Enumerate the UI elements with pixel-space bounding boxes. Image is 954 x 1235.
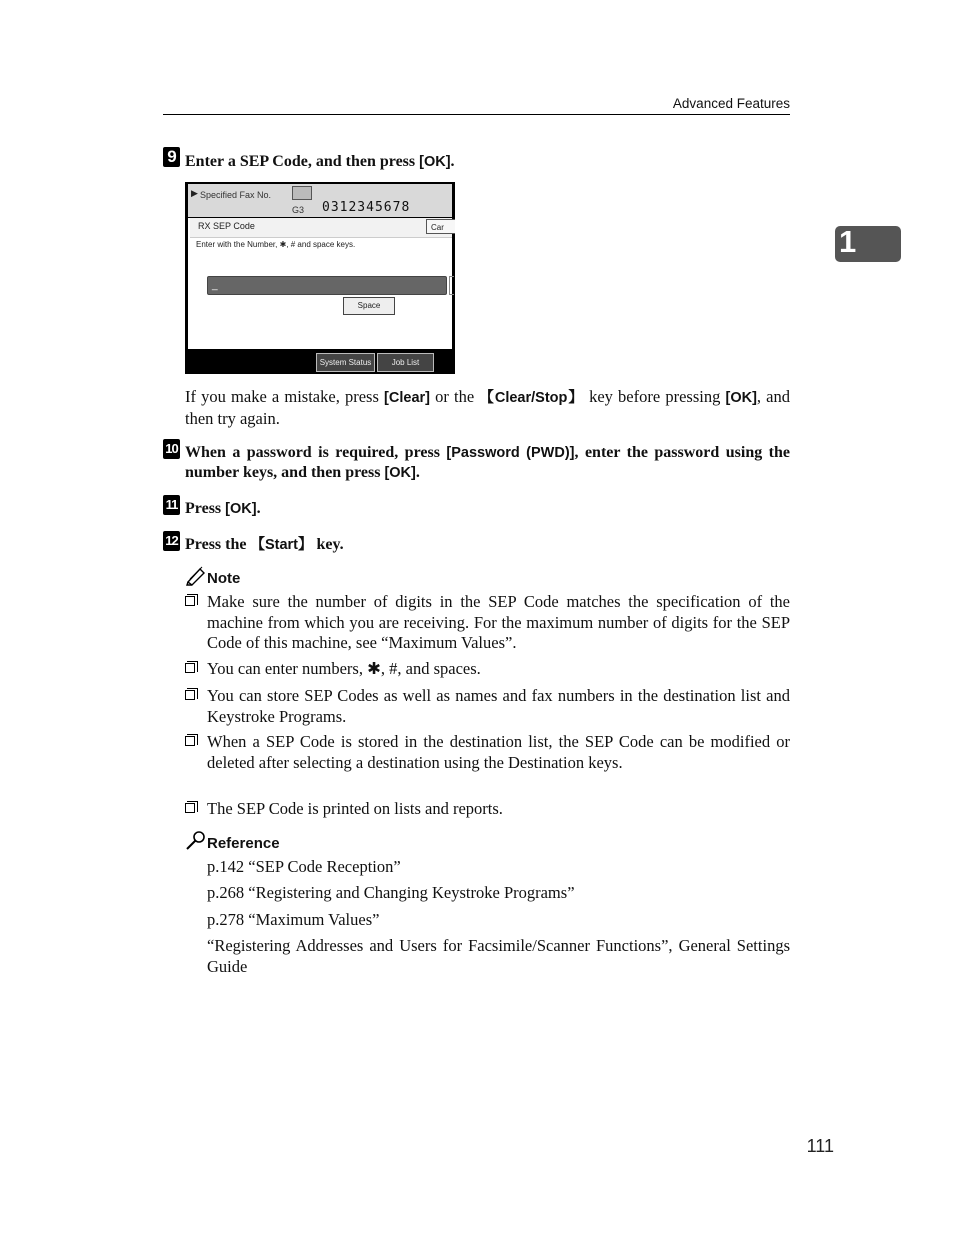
space-button[interactable]: Space	[343, 297, 395, 315]
sep-code-dialog	[188, 218, 452, 349]
sep-code-input[interactable]	[207, 276, 447, 295]
reference-heading: Reference	[207, 835, 280, 852]
page-number: 111	[806, 1136, 834, 1156]
system-status-button[interactable]: System Status	[316, 353, 375, 372]
checkbox-icon	[185, 690, 195, 700]
destination-label: Specified Fax No.	[200, 190, 272, 200]
fax-machine-icon	[292, 186, 312, 200]
step-10-text: When a password is required, press [Password (PWD)], enter the password using the number keys, and then press [OK].	[185, 444, 790, 481]
destination-bar	[188, 184, 452, 217]
job-list-button[interactable]: Job List	[377, 353, 434, 372]
step-number-10: 10	[163, 439, 180, 459]
input-cursor: _	[212, 280, 218, 291]
dialog-instruction: Enter with the Number, ✱, # and space keys.	[196, 240, 356, 249]
step-number-9: 9	[163, 147, 180, 167]
play-arrow-icon: ▶	[191, 188, 198, 198]
dialog-title: RX SEP Code	[198, 221, 255, 231]
step-9-text: Enter a SEP Code, and then press [OK].	[185, 153, 455, 170]
step-number-12: 12	[163, 531, 180, 551]
checkbox-icon	[185, 736, 195, 746]
step-11-text: Press [OK].	[185, 500, 261, 517]
input-scroll-edge	[449, 276, 454, 295]
reference-item[interactable]: p.142 “SEP Code Reception”	[207, 857, 401, 876]
note-item: Make sure the number of digits in the SEP Code matches the specification of the machine from which you are receiving. For the maximum number of digits for the SEP Code of this machine, see “Maximum Values”.	[185, 592, 790, 654]
mistake-instruction: If you make a mistake, press [Clear] or the 【Clear/Stop】 key before pressing [OK], and then try again.	[185, 387, 791, 428]
reference-item[interactable]: p.278 “Maximum Values”	[207, 910, 380, 929]
running-header: Advanced Features	[672, 96, 790, 111]
checkbox-icon	[185, 663, 195, 673]
step-number-11: 11	[163, 495, 180, 515]
step-12-text: Press the 【Start】 key.	[185, 536, 344, 553]
note-item: The SEP Code is printed on lists and reports.	[185, 799, 790, 820]
line-type: G3	[292, 205, 305, 215]
magnifier-icon	[185, 830, 207, 852]
note-item: When a SEP Code is stored in the destination list, the SEP Code can be modified or deleted after selecting a destination using the Destination keys.	[185, 732, 790, 773]
dialog-title-row	[190, 218, 452, 238]
note-heading: Note	[207, 570, 241, 587]
note-item: You can store SEP Codes as well as names and fax numbers in the destination list and Keystroke Programs.	[185, 686, 790, 727]
reference-item[interactable]: p.268 “Registering and Changing Keystroke Programs”	[207, 883, 575, 902]
chapter-number: 1	[839, 224, 857, 259]
checkbox-icon	[185, 596, 195, 606]
header-rule	[163, 114, 790, 115]
pencil-icon	[185, 566, 207, 586]
reference-item[interactable]: “Registering Addresses and Users for Facsimile/Scanner Functions”, General Settings Guide	[207, 936, 790, 976]
checkbox-icon	[185, 803, 195, 813]
bottom-bar	[188, 351, 452, 372]
cancel-button[interactable]: Car	[426, 219, 455, 234]
fax-number: 0312345678	[322, 200, 411, 215]
note-item: You can enter numbers, ✱, #, and spaces.	[185, 659, 790, 680]
control-panel-screenshot	[185, 182, 455, 374]
